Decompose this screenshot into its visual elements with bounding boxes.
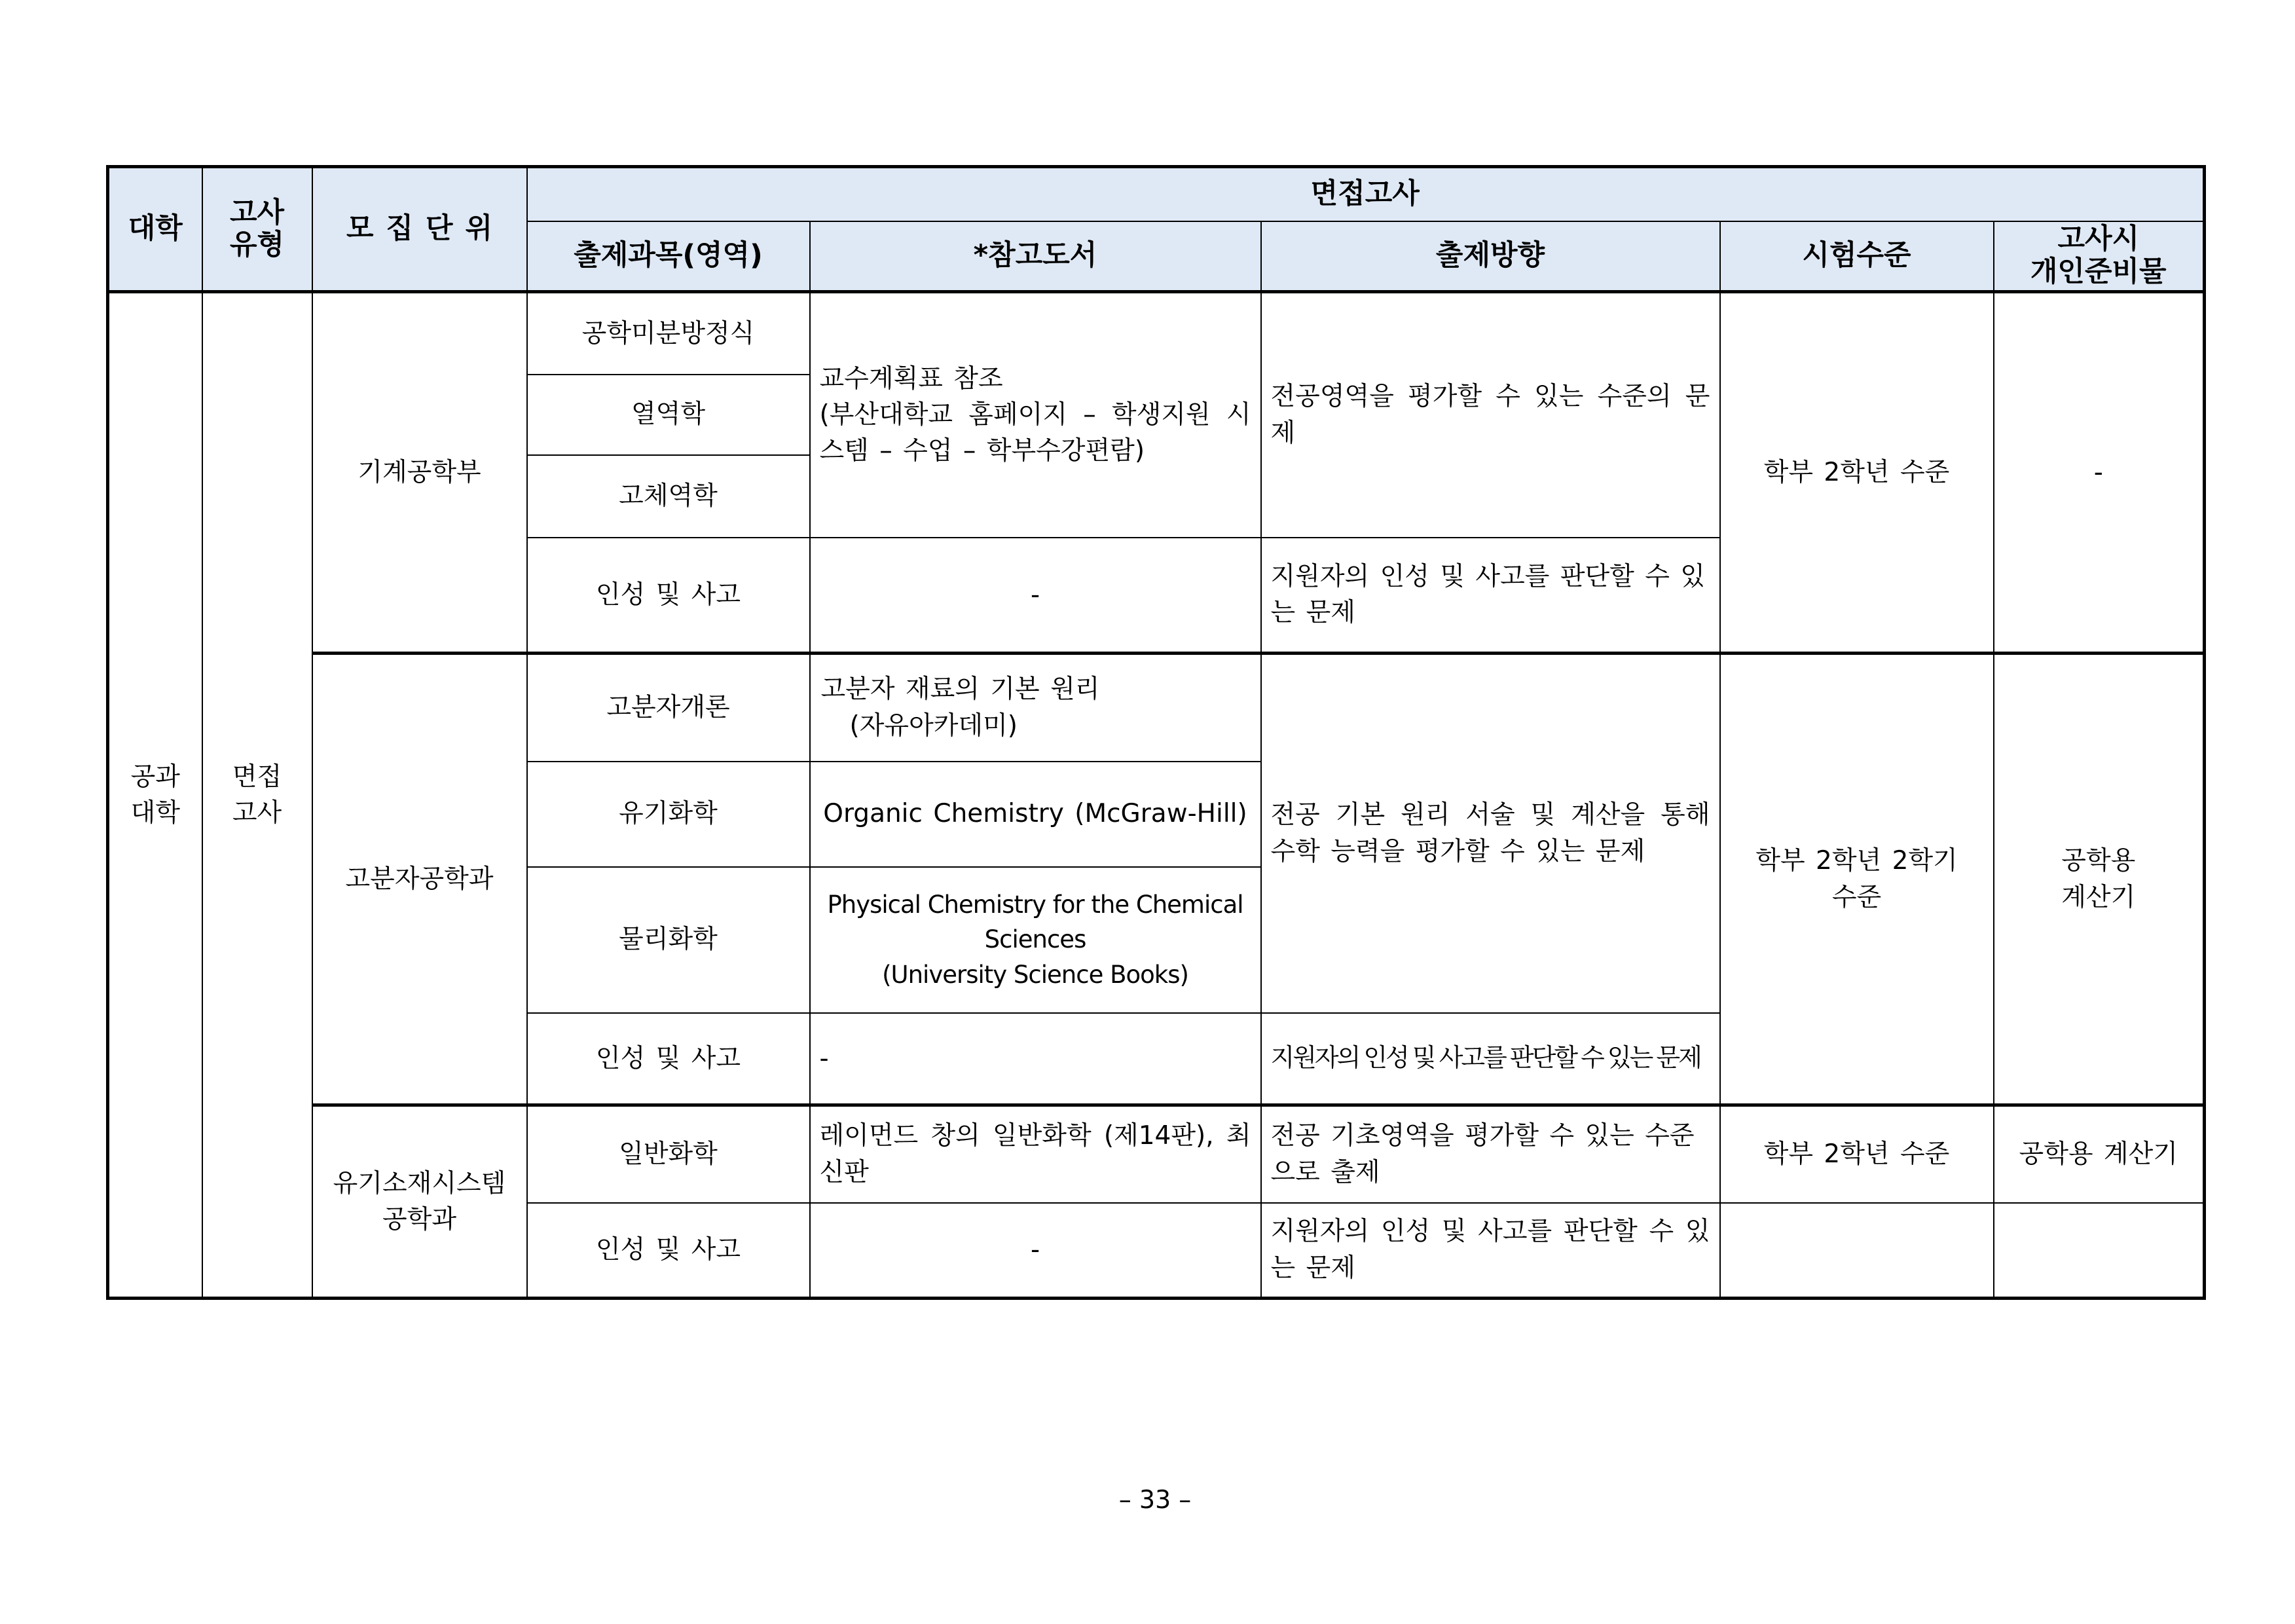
reference-cell: - bbox=[810, 1203, 1261, 1299]
reference-cell: - bbox=[810, 538, 1261, 654]
direction-cell: 전공 기본 원리 서술 및 계산을 통해 수학 능력을 평가할 수 있는 문제 bbox=[1261, 654, 1720, 1013]
table-row bbox=[108, 654, 2205, 762]
header-exam-type: 고사 유형 bbox=[202, 167, 312, 292]
direction-cell: 지원자의 인성 및 사고를 판단할 수 있는 문제 bbox=[1261, 1013, 1720, 1105]
header-subject: 출제과목(영역) bbox=[527, 221, 810, 292]
table-body bbox=[108, 292, 2205, 1299]
materials-cell: 공학용 계산기 bbox=[1994, 1105, 2205, 1203]
reference-cell: Organic Chemistry (McGraw-Hill) bbox=[810, 762, 1261, 867]
table-header bbox=[108, 167, 2205, 292]
subject-cell: 열역학 bbox=[527, 375, 810, 455]
header-row-1 bbox=[108, 167, 2205, 221]
header-direction: 출제방향 bbox=[1261, 221, 1720, 292]
level-cell: 학부 2학년 2학기 수준 bbox=[1720, 654, 1994, 1105]
direction-cell: 전공영역을 평가할 수 있는 수준의 문제 bbox=[1261, 292, 1720, 538]
direction-cell: 지원자의 인성 및 사고를 판단할 수 있는 문제 bbox=[1261, 1203, 1720, 1299]
level-cell: 학부 2학년 수준 bbox=[1720, 1105, 1994, 1203]
materials-cell: 공학용 계산기 bbox=[1994, 654, 2205, 1105]
reference-cell: 고분자 재료의 기본 원리 (자유아카데미) bbox=[810, 654, 1261, 762]
unit-name-cell: 유기소재시스템 공학과 bbox=[312, 1105, 527, 1299]
subject-cell: 인성 및 사고 bbox=[527, 538, 810, 654]
unit-name-cell: 기계공학부 bbox=[312, 292, 527, 654]
header-materials: 고사시 개인준비물 bbox=[1994, 221, 2205, 292]
header-level: 시험수준 bbox=[1720, 221, 1994, 292]
interview-exam-table bbox=[106, 165, 2206, 1300]
direction-cell: 지원자의 인성 및 사고를 판단할 수 있는 문제 bbox=[1261, 538, 1720, 654]
page-number: – 33 – bbox=[1118, 1485, 1192, 1514]
subject-cell: 공학미분방정식 bbox=[527, 292, 810, 375]
direction-cell: 전공 기초영역을 평가할 수 있는 수준으로 출제 bbox=[1261, 1105, 1720, 1203]
subject-cell: 인성 및 사고 bbox=[527, 1013, 810, 1105]
table-row bbox=[108, 292, 2205, 375]
subject-cell: 인성 및 사고 bbox=[527, 1203, 810, 1299]
subject-cell: 고분자개론 bbox=[527, 654, 810, 762]
header-college: 대학 bbox=[108, 167, 202, 292]
level-cell-empty bbox=[1720, 1203, 1994, 1299]
materials-cell-empty bbox=[1994, 1203, 2205, 1299]
reference-cell: 교수계획표 참조 (부산대학교 홈페이지 – 학생지원 시스템 – 수업 – 학부수강편람) bbox=[810, 292, 1261, 538]
unit-name-cell: 고분자공학과 bbox=[312, 654, 527, 1105]
subject-cell: 일반화학 bbox=[527, 1105, 810, 1203]
subject-cell: 물리화학 bbox=[527, 867, 810, 1013]
header-reference: *참고도서 bbox=[810, 221, 1261, 292]
subject-cell: 고체역학 bbox=[527, 455, 810, 538]
header-recruit-unit: 모 집 단 위 bbox=[312, 167, 527, 292]
header-interview-exam: 면접고사 bbox=[527, 167, 2205, 221]
reference-cell: Physical Chemistry for the Chemical Sciences (University Science Books) bbox=[810, 867, 1261, 1013]
reference-cell: 레이먼드 창의 일반화학 (제14판), 최신판 bbox=[810, 1105, 1261, 1203]
materials-cell: - bbox=[1994, 292, 2205, 654]
exam-type-cell: 면접 고사 bbox=[202, 292, 312, 1299]
level-cell: 학부 2학년 수준 bbox=[1720, 292, 1994, 654]
subject-cell: 유기화학 bbox=[527, 762, 810, 867]
table-row bbox=[108, 1105, 2205, 1203]
reference-cell: - bbox=[810, 1013, 1261, 1105]
college-cell: 공과 대학 bbox=[108, 292, 202, 1299]
